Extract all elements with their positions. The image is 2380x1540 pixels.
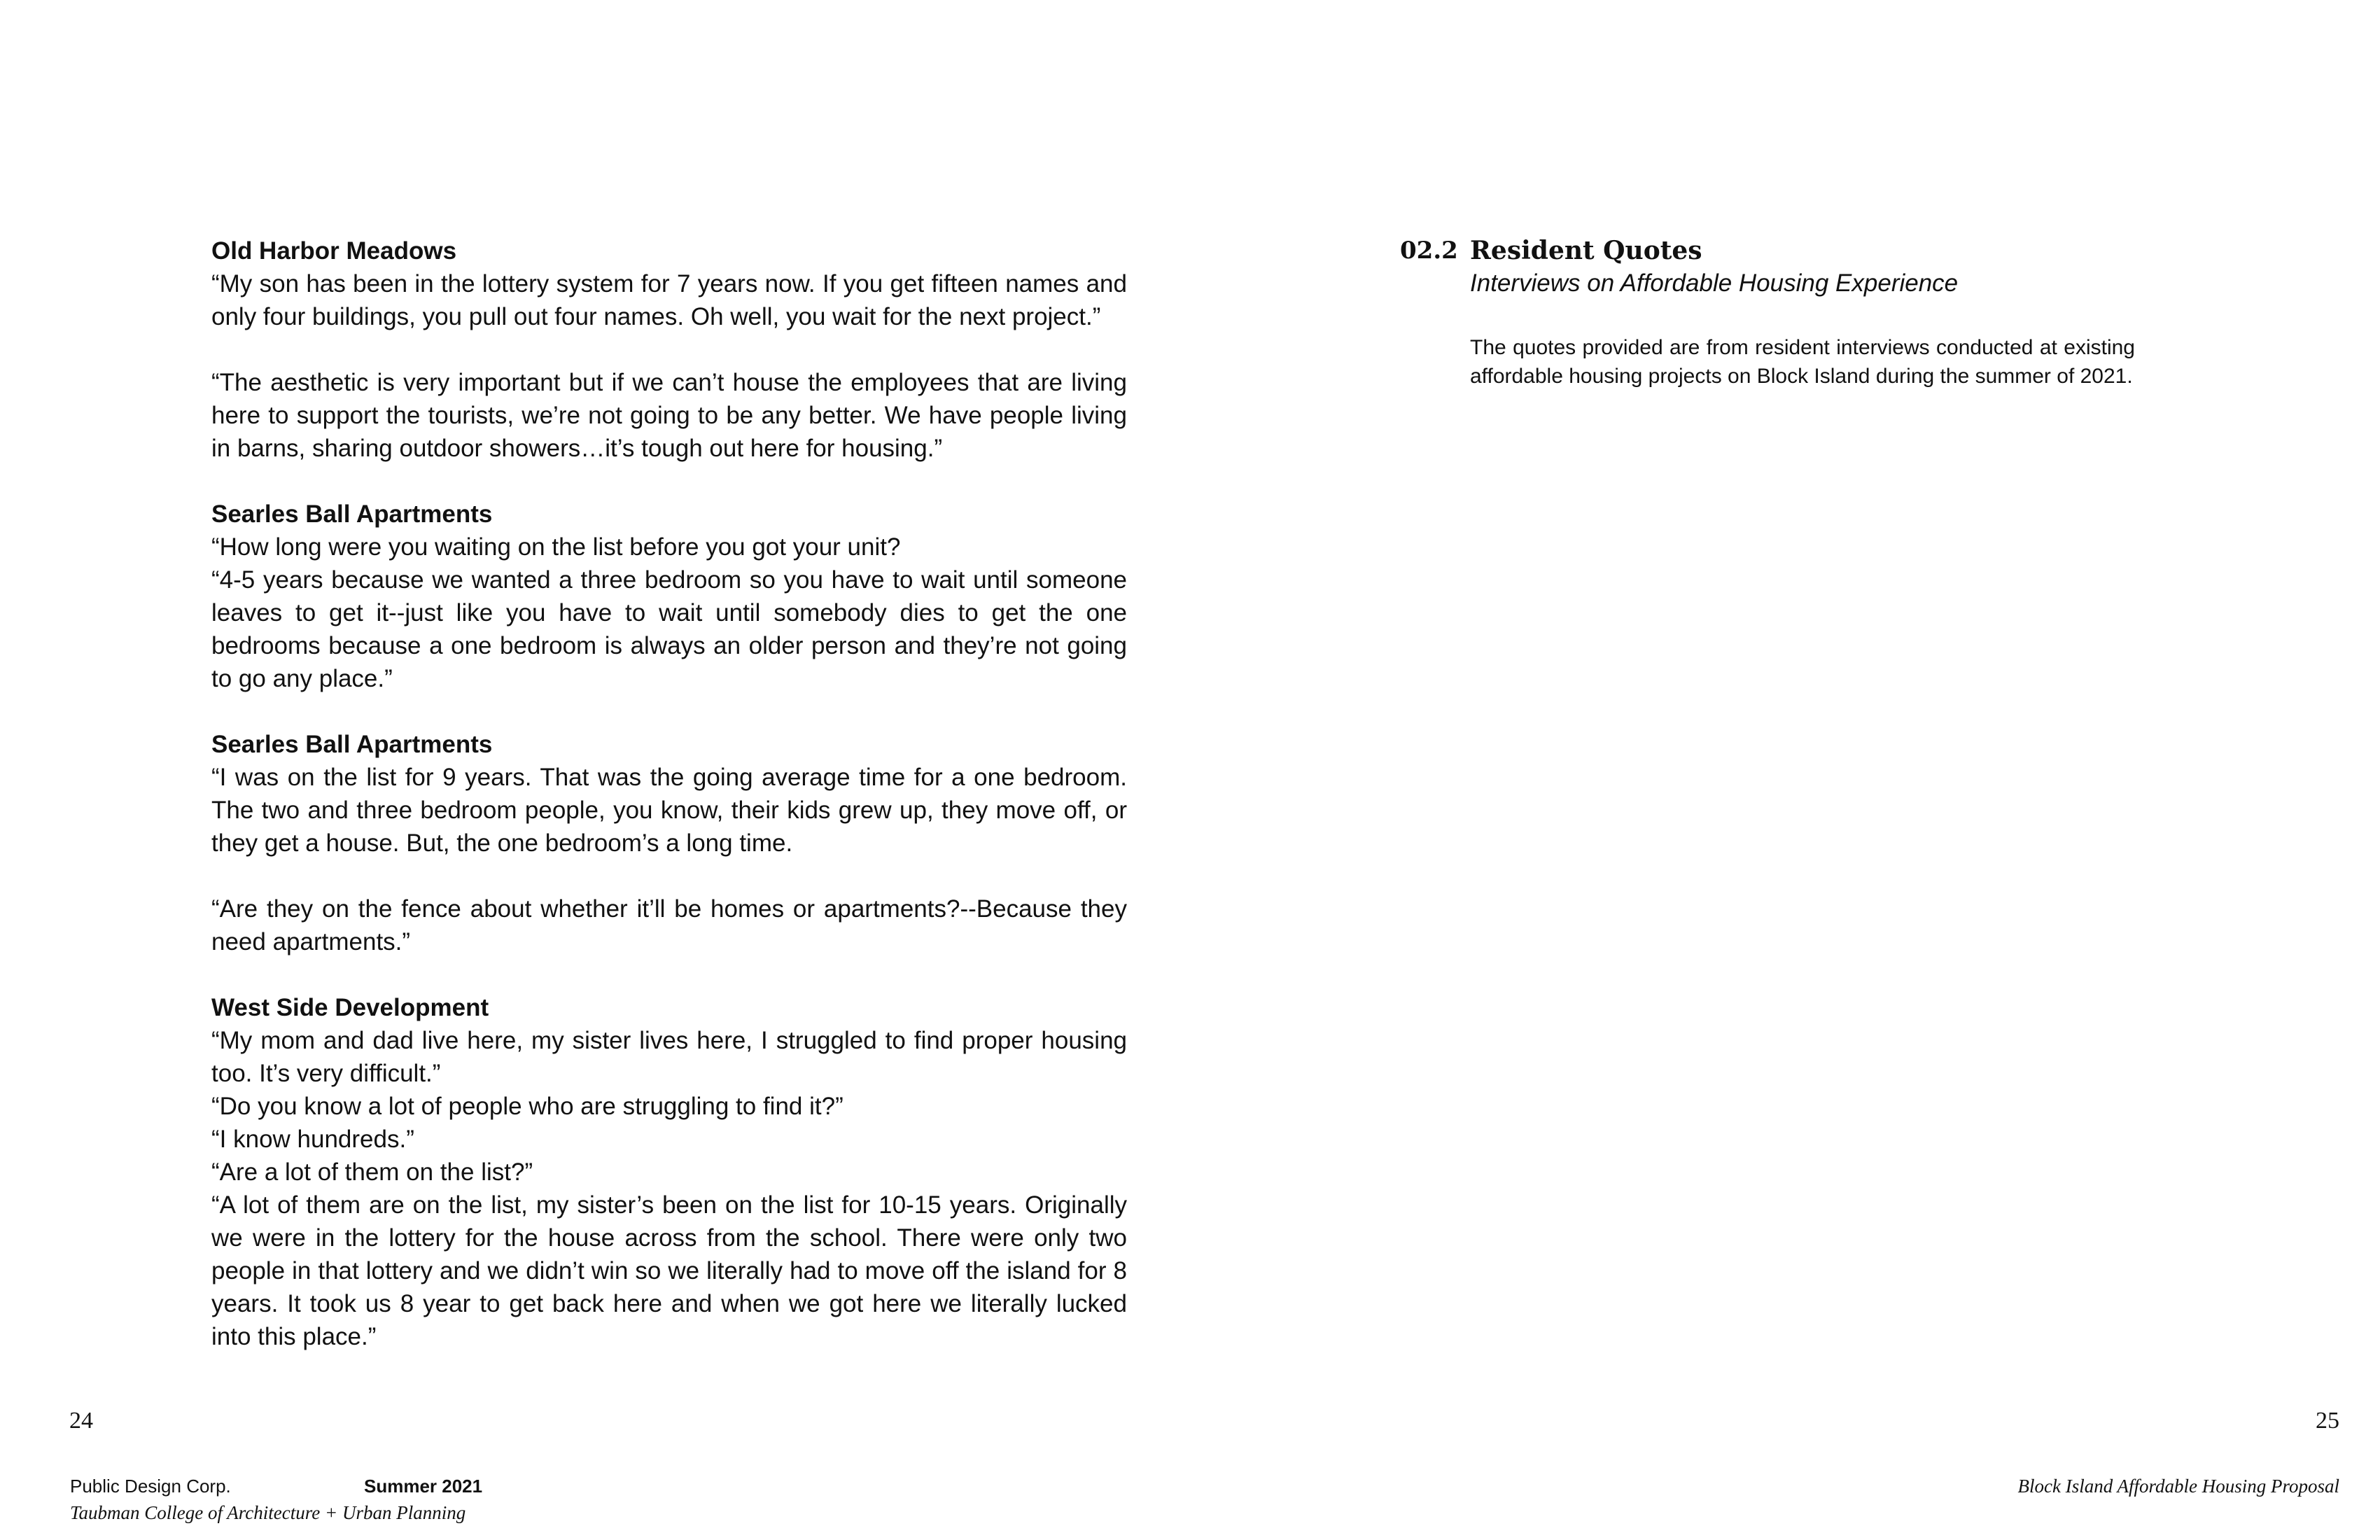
section-heading: Old Harbor Meadows xyxy=(211,237,457,265)
quote-text: “My son has been in the lottery system for 7 years now. If you get fifteen names and only four buildings, you pull out four names. Oh well, you wait for the next project.” xyxy=(211,270,1127,330)
quote-section-searles-ball-1 xyxy=(211,498,1127,695)
quote-section-searles-ball-2 xyxy=(211,728,1127,958)
quote-text: “4-5 years because we wanted a three bedroom so you have to wait until someone leaves to get it--just like you have to wait until somebody dies to get the one bedrooms because a one bedroom is always an older person and they’re not going to go any place.” xyxy=(211,566,1127,692)
quote-section-west-side-development xyxy=(211,991,1127,1353)
quote-text: “I was on the list for 9 years. That was the going average time for a one bedroom. The two and three bedroom people, you know, their kids grew up, they move off, or they get a house. But, the one bedroom’s a long time. xyxy=(211,764,1127,857)
section-header xyxy=(1470,234,2135,391)
quote-text: “How long were you waiting on the list before you got your unit? xyxy=(211,533,901,561)
quote-text: “A lot of them are on the list, my sister’s been on the list for 10-15 years. Originally we were in the lottery for the house across from the school. There were only two people in that lottery and we didn’t win so we literally had to move off the island for 8 years. It took us 8 year to get back here and when we got here we literally lucked into this place.” xyxy=(211,1191,1127,1350)
section-subtitle: Interviews on Affordable Housing Experience xyxy=(1470,270,1959,297)
quote-text: “Do you know a lot of people who are struggling to find it?” xyxy=(211,1093,844,1120)
section-description: The quotes provided are from resident interviews conducted at existing affordable housing projects on Block Island during the summer of 2021. xyxy=(1470,336,2135,388)
section-heading: Searles Ball Apartments xyxy=(211,731,493,758)
footer-proposal-title: Block Island Affordable Housing Proposal xyxy=(2017,1476,2339,1497)
quote-section-old-harbor-meadows xyxy=(211,234,1127,465)
quote-text: “My mom and dad live here, my sister lives here, I struggled to find proper housing too. It’s very difficult.” xyxy=(211,1027,1127,1087)
quotes-body xyxy=(211,234,1127,1353)
section-title: Resident Quotes xyxy=(1470,236,1702,265)
footer-college: Taubman College of Architecture + Urban Planning xyxy=(70,1502,466,1523)
quote-text: “The aesthetic is very important but if we can’t house the employees that are living here to support the tourists, we’re not going to be any better. We have people living in barns, sharing outdoor showers…it’s tough out here for housing.” xyxy=(211,369,1127,462)
page-number-right: 25 xyxy=(2316,1408,2339,1434)
quote-text: “Are a lot of them on the list?” xyxy=(211,1158,533,1186)
footer-organization: Public Design Corp. xyxy=(70,1476,231,1497)
section-number: 02.2 xyxy=(1400,237,1458,265)
footer-season: Summer 2021 xyxy=(364,1476,483,1497)
page-number-left: 24 xyxy=(69,1408,93,1434)
quote-text: “I know hundreds.” xyxy=(211,1126,414,1153)
quote-text: “Are they on the fence about whether it’ll be homes or apartments?--Because they need apartments.” xyxy=(211,895,1127,955)
right-page xyxy=(1190,0,2380,1540)
section-heading: West Side Development xyxy=(211,994,489,1021)
section-heading: Searles Ball Apartments xyxy=(211,500,493,528)
